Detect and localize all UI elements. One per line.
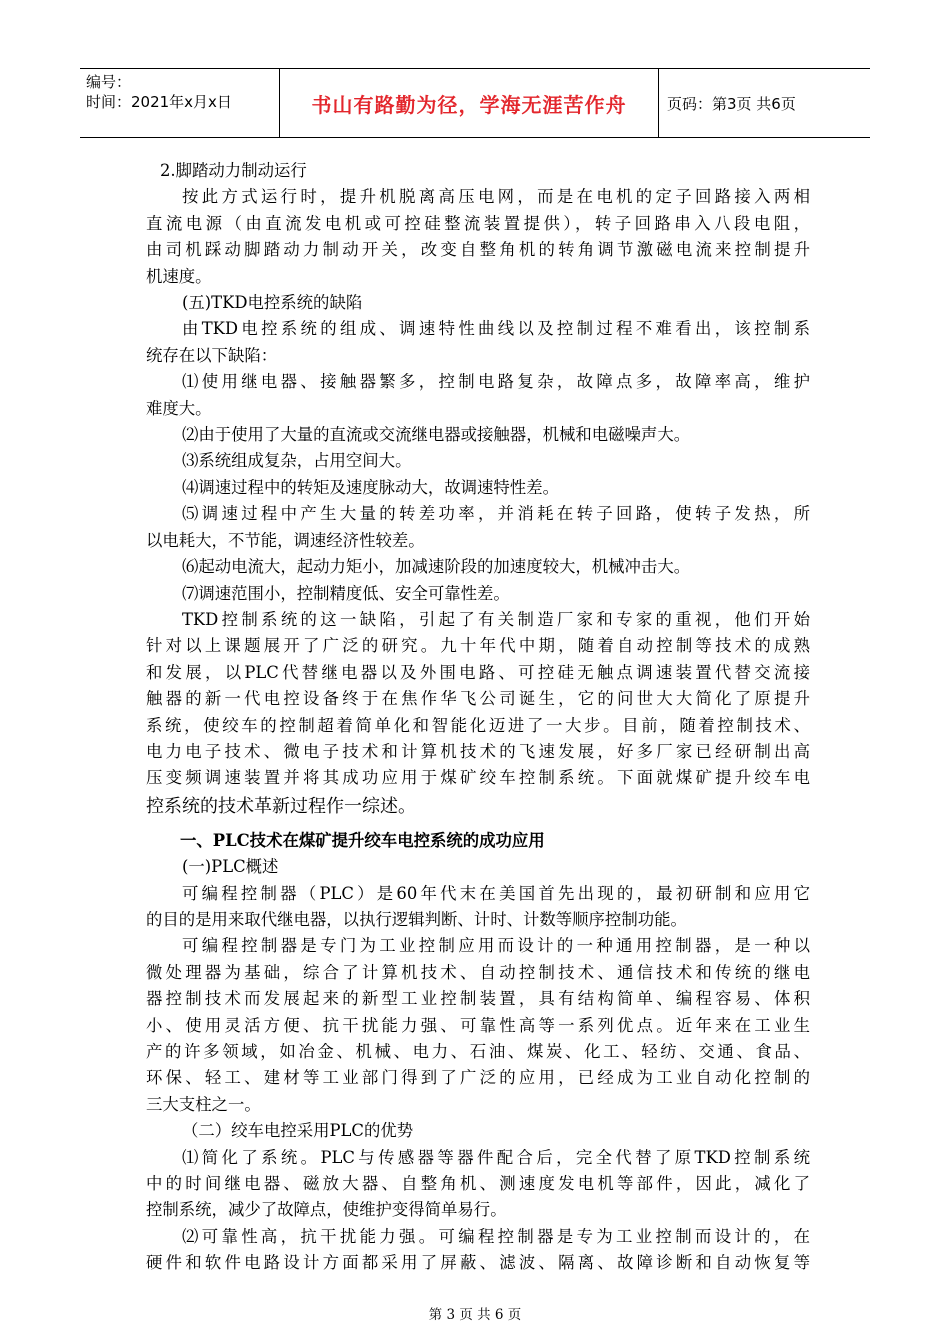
paragraph-line: 由司机踩动脚踏动力制动开关，改变自整角机的转角调节激磁电流来控制提升	[146, 240, 810, 260]
paragraph-line: 产的许多领域，如冶金、机械、电力、石油、煤炭、化工、轻纺、交通、食品、	[146, 1042, 810, 1061]
list-item: ⑶系统组成复杂，占用空间大。	[182, 451, 412, 471]
subheading: 2.脚踏动力制动运行	[160, 161, 307, 180]
paragraph-line: 微处理器为基础，综合了计算机技术、自动控制技术、通信技术和传统的继电	[146, 962, 810, 982]
list-item-continued: 难度大。	[146, 398, 212, 418]
list-item: ⑴简化了系统。PLC与传感器等器件配合后，完全代替了原TKD控制系统	[182, 1147, 810, 1167]
paragraph-line: 可编程控制器（PLC）是60年代末在美国首先出现的，最初研制和应用它	[182, 883, 810, 903]
document-body	[146, 158, 810, 1277]
list-item-continued: 控制系统，减少了故障点，使维护变得简单易行。	[146, 1200, 507, 1220]
time-label: 时间：2021年x月x日	[86, 93, 232, 111]
paragraph-line: 直流电源（由直流发电机或可控硅整流装置提供），转子回路串入八段电阻，	[146, 213, 810, 233]
paragraph-line: 可编程控制器是专门为工业控制应用而设计的一种通用控制器，是一种以	[182, 936, 810, 956]
paragraph-line: 环保、轻工、建材等工业部门得到了广泛的应用，已经成为工业自动化控制的	[146, 1068, 810, 1088]
paragraph-line: 系统，使绞车的控制超着简单化和智能化迈进了一大步。目前，随着控制技术、	[146, 715, 810, 735]
paragraph-line: 控系统的技术革新过程作一综述。	[146, 795, 416, 817]
list-item: ⑵可靠性高，抗干扰能力强。可编程控制器是专为工业控制而设计的，在	[182, 1226, 810, 1246]
page-header	[80, 68, 870, 138]
paragraph-line: 针对以上课题展开了广泛的研究。九十年代中期，随着自动控制等技术的成熟	[146, 636, 810, 656]
list-item: ⑵由于使用了大量的直流或交流继电器或接触器，机械和电磁噪声大。	[182, 425, 691, 445]
list-item: ⑷调速过程中的转矩及速度脉动大，故调速特性差。	[182, 477, 559, 497]
list-item: ⑸调速过程中产生大量的转差功率，并消耗在转子回路，使转子发热，所	[182, 504, 810, 524]
list-item: ⑺调速范围小，控制精度低、安全可靠性差。	[182, 583, 510, 603]
paragraph-line: 的目的是用来取代继电器，以执行逻辑判断、计时、计数等顺序控制功能。	[146, 909, 687, 929]
subheading: (五)TKD电控系统的缺陷	[182, 293, 363, 313]
list-item: ⑹起动电流大，起动力矩小，加减速阶段的加速度较大，机械冲击大。	[182, 557, 691, 577]
list-item-continued: 硬件和软件电路设计方面都采用了屏蔽、滤波、隔离、故障诊断和自动恢复等	[146, 1253, 810, 1273]
list-item-continued: 中的时间继电器、磁放大器、自整角机、测速度发电机等部件，因此，减化了	[146, 1174, 810, 1194]
header-meta-cell	[80, 69, 280, 137]
list-item: ⑴使用继电器、接触器繁多，控制电路复杂，故障点多，故障率高，维护	[182, 372, 810, 392]
section-heading: 一、PLC技术在煤矿提升绞车电控系统的成功应用	[180, 830, 545, 850]
paragraph-line: 三大支柱之一。	[146, 1094, 261, 1114]
paragraph-line: 和发展，以PLC代替继电器以及外围电路、可控硅无触点调速装置代替交流接	[146, 662, 810, 682]
paragraph-line: 统存在以下缺陷：	[146, 345, 278, 365]
header-page-info: 页码：第3页 共6页	[667, 94, 796, 113]
paragraph-line: 触器的新一代电控设备终于在焦作华飞公司诞生，它的问世大大简化了原提升	[146, 689, 810, 709]
subheading: （二）绞车电控采用PLC的优势	[182, 1121, 414, 1141]
header-motto: 书山有路勤为径，学海无涯苦作舟	[280, 69, 659, 137]
number-label: 编号：	[86, 73, 132, 91]
paragraph-line: 由TKD电控系统的组成、调速特性曲线以及控制过程不难看出，该控制系	[182, 319, 810, 339]
paragraph-line: 压变频调速装置并将其成功应用于煤矿绞车控制系统。下面就煤矿提升绞车电	[146, 768, 810, 788]
paragraph-line: 机速度。	[146, 266, 212, 286]
subheading: (一)PLC概述	[182, 857, 279, 877]
paragraph-line: 电力电子技术、微电子技术和计算机技术的飞速发展，好多厂家已经研制出高	[146, 741, 810, 761]
paragraph-line: 小、使用灵活方便、抗干扰能力强、可靠性高等一系列优点。近年来在工业生	[146, 1015, 810, 1035]
paragraph-line: TKD控制系统的这一缺陷，引起了有关制造厂家和专家的重视，他们开始	[182, 609, 810, 629]
paragraph-line: 器控制技术而发展起来的新型工业控制装置，具有结构简单、编程容易、体积	[146, 989, 810, 1009]
page-footer: 第 3 页 共 6 页	[428, 1307, 522, 1323]
paragraph-line: 按此方式运行时，提升机脱离高压电网，而是在电机的定子回路接入两相	[182, 187, 810, 207]
list-item-continued: 以电耗大，不节能，调速经济性较差。	[146, 530, 425, 550]
